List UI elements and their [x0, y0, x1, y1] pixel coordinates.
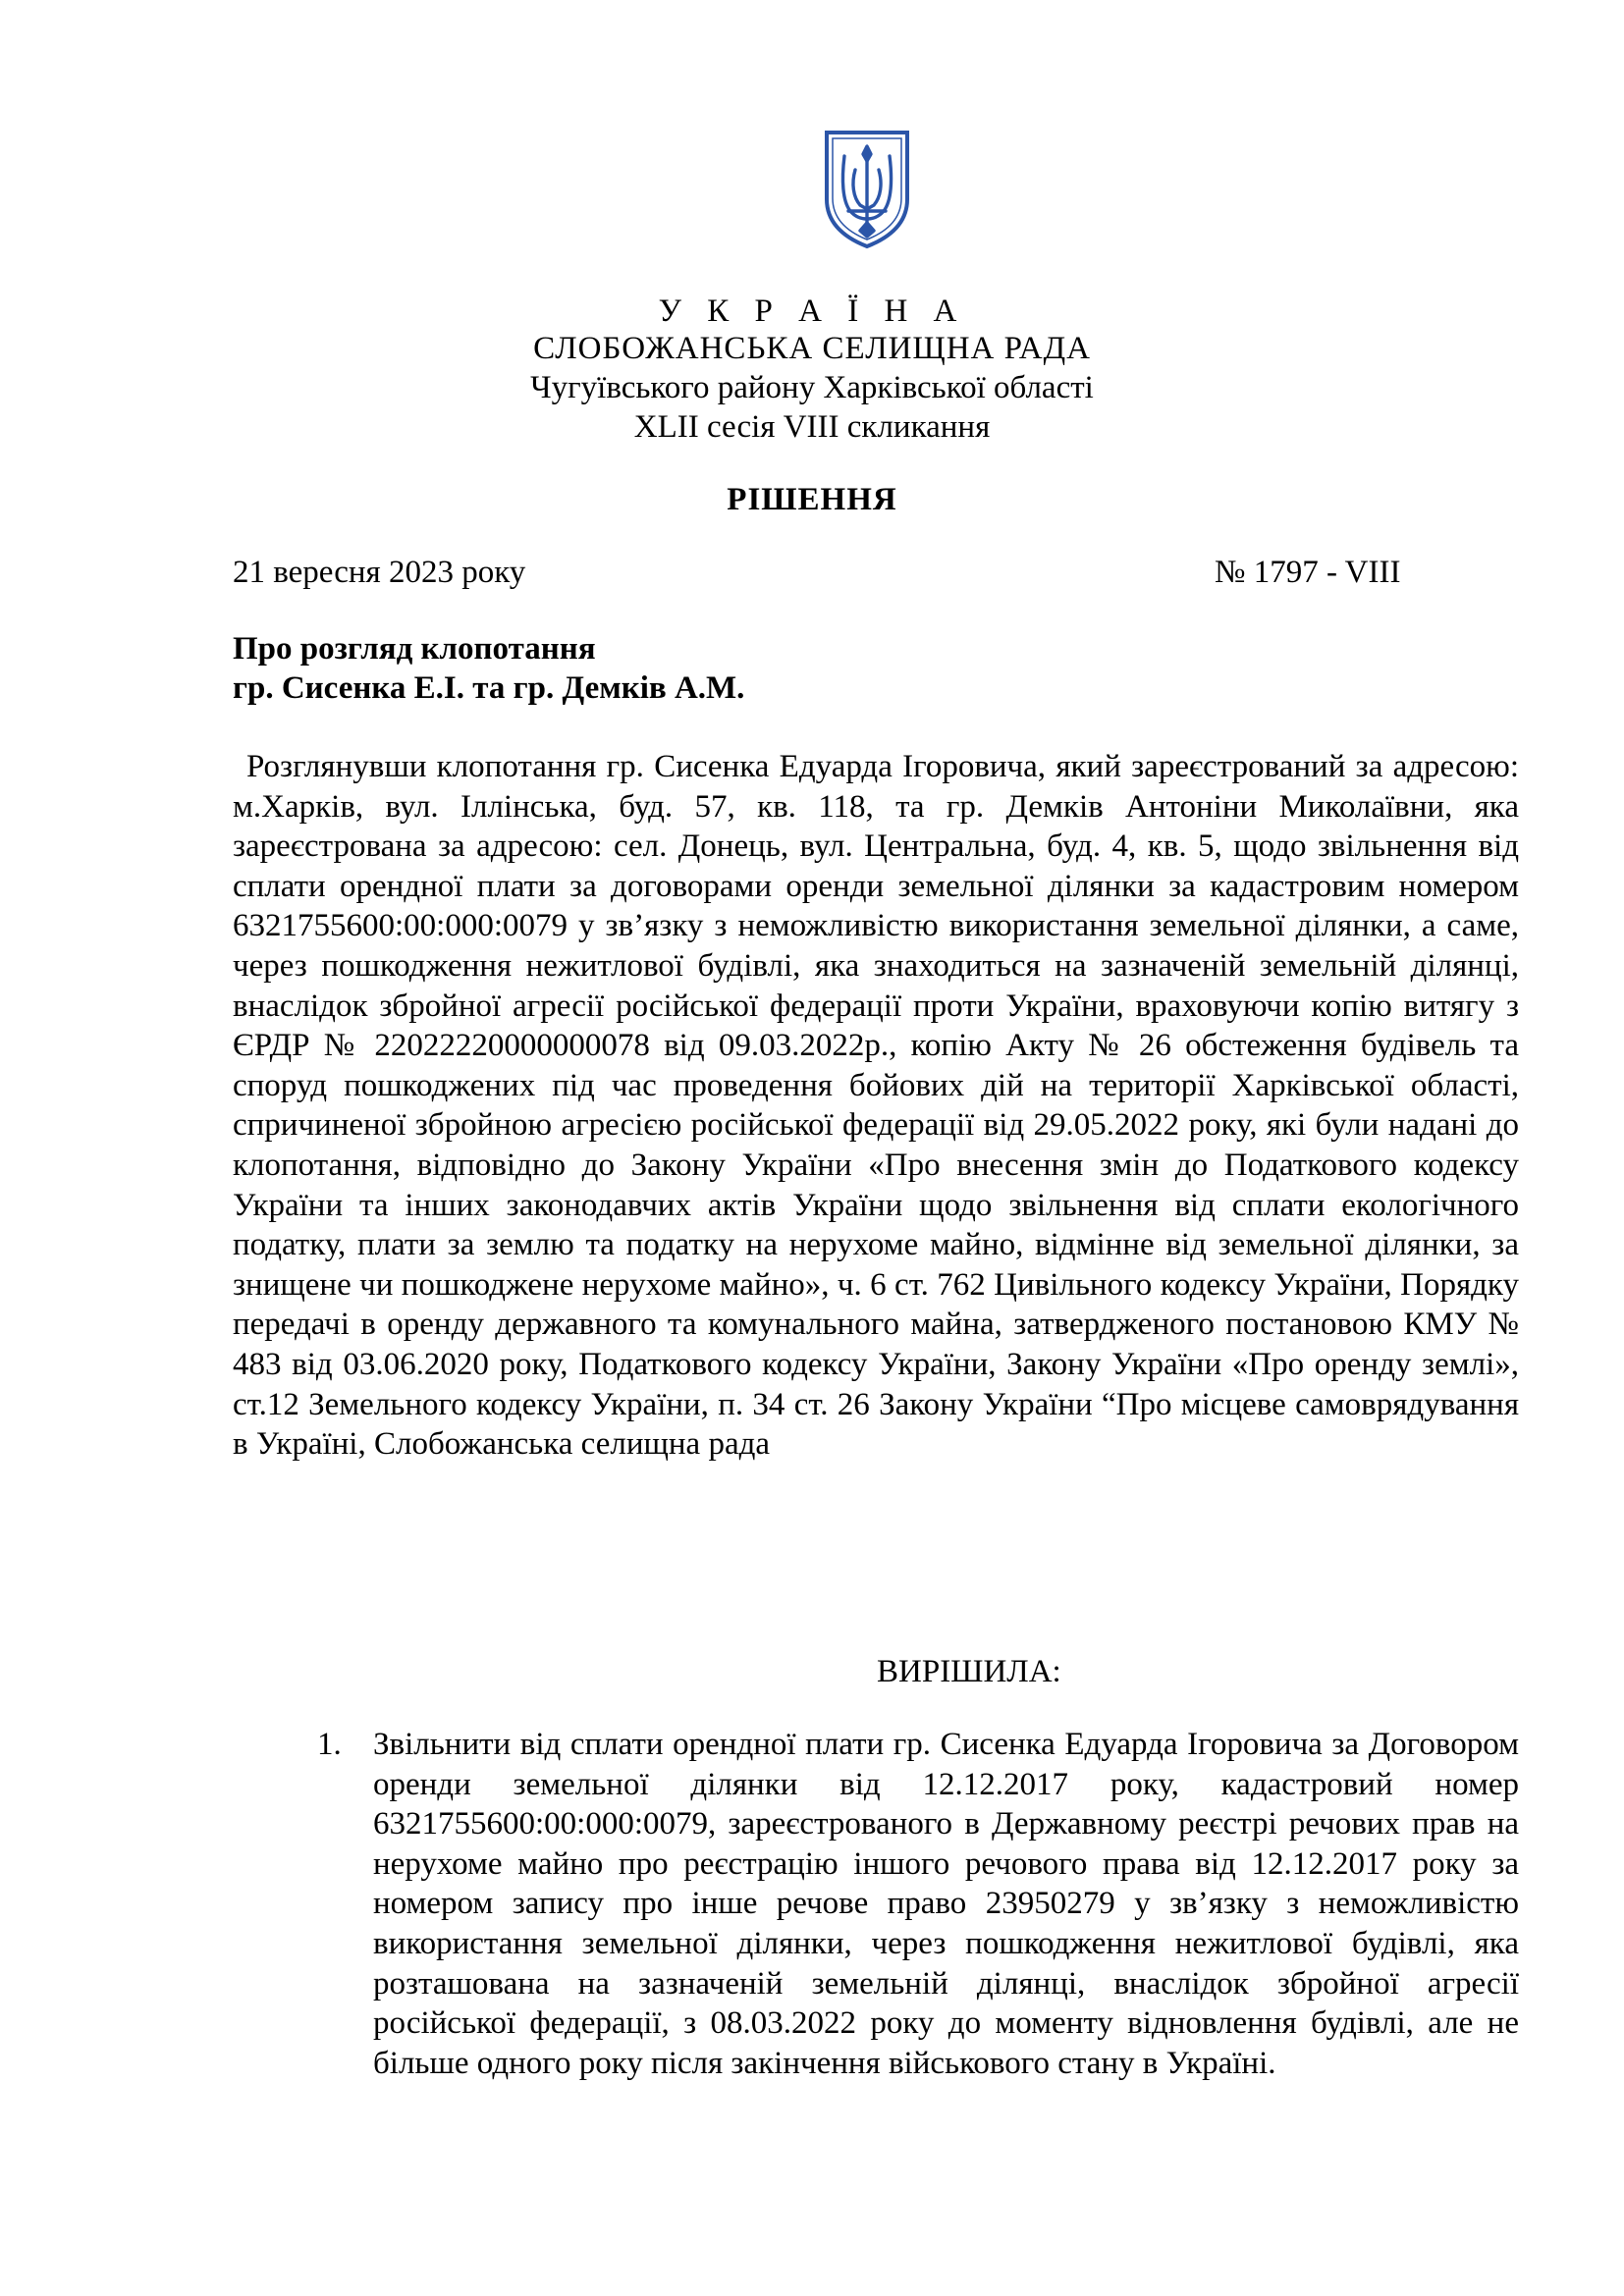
decision-item [317, 1725, 1519, 2083]
trident-coat-of-arms-icon [823, 129, 911, 250]
decision-date: 21 вересня 2023 року [233, 555, 526, 590]
header-council: СЛОБОЖАНСЬКА СЕЛИЩНА РАДА [533, 331, 1091, 366]
subject-line-1: Про розгляд клопотання [233, 631, 596, 667]
decision-item-number: 1. [317, 1727, 342, 1762]
preamble-paragraph: Розглянувши клопотання гр. Сисенка Едуарда Ігоровича, який зареєстрований за адресою: м.Харків, вул. Іллінська, буд. 57, кв. 118, та гр. Демків Антоніни Миколаївни, яка зареєстрована за адресою: сел. Донець, вул. Центральна, буд. 4, кв. 5, щодо звільнення від сплати орендної плати за договорами оренди земельної ділянки за кадастровим номером 6321755600:00:000:0079 у зв’язку з неможливістю використання земельної ділянки, а саме, через пошкодження нежитлової будівлі, яка знаходиться на зазначеній земельній ділянці, внаслідок збройної агресії російської федерації проти України, враховуючи копію витягу з ЄРДР № 22022220000000078 від 09.03.2022р., копію Акту № 26 обстеження будівель та споруд пошкоджених під час проведення бойових дій на території Харківської області, спричиненої збройною агресією російської федерації від 29.05.2022 року, які були надані до клопотання, відповідно до Закону України «Про внесення змін до Податкового кодексу України та інших законодавчих актів України щодо звільнення від сплати екологічного податку, плати за землю та податку на нерухоме майно, відмінне від земельної ділянки, за знищене чи пошкоджене нерухоме майно», ч. 6 ст. 762 Цивільного кодексу України, Порядку передачі в оренду державного та комунального майна, затвердженого постановою КМУ № 483 від 03.06.2020 року, Податкового кодексу України, Закону України «Про оренду землі», ст.12 Земельного кодексу України, п. 34 ст. 26 Закону України “Про місцеве самоврядування в Україні, Слобожанська селищна рада [233, 749, 1519, 1463]
coat-of-arms [823, 129, 911, 250]
header-session: XLII сесія VIII скликання [633, 409, 991, 445]
header-country: У К Р А Ї Н А [658, 294, 966, 329]
resolved-heading: ВИРІШИЛА: [877, 1654, 1061, 1689]
subject-line-2: гр. Сисенка Е.І. та гр. Демків А.М. [233, 670, 745, 706]
decision-items-list [317, 1725, 1519, 2083]
decision-number: № 1797 - VIII [1215, 555, 1401, 590]
header-district: Чугуївського району Харківської області [530, 370, 1094, 405]
decision-item-text: Звільнити від сплати орендної плати гр. Сисенка Едуарда Ігоровича за Договором оренди земельної ділянки від 12.12.2017 року, кадастровий номер 6321755600:00:000:0079, зареєстрованого в Державному реєстрі речових прав на нерухоме майно про реєстрацію іншого речового права від 12.12.2017 року за номером запису про інше речове право 23950279 у зв’язку з неможливістю використання земельної ділянки, через пошкодження нежитлової будівлі, яка розташована на зазначеній земельній ділянці, внаслідок збройної агресії російської федерації, з 08.03.2022 року до моменту відновлення будівлі, але не більше одного року після закінчення військового стану в Україні. [373, 1727, 1519, 2081]
document-title: РІШЕННЯ [727, 482, 897, 517]
